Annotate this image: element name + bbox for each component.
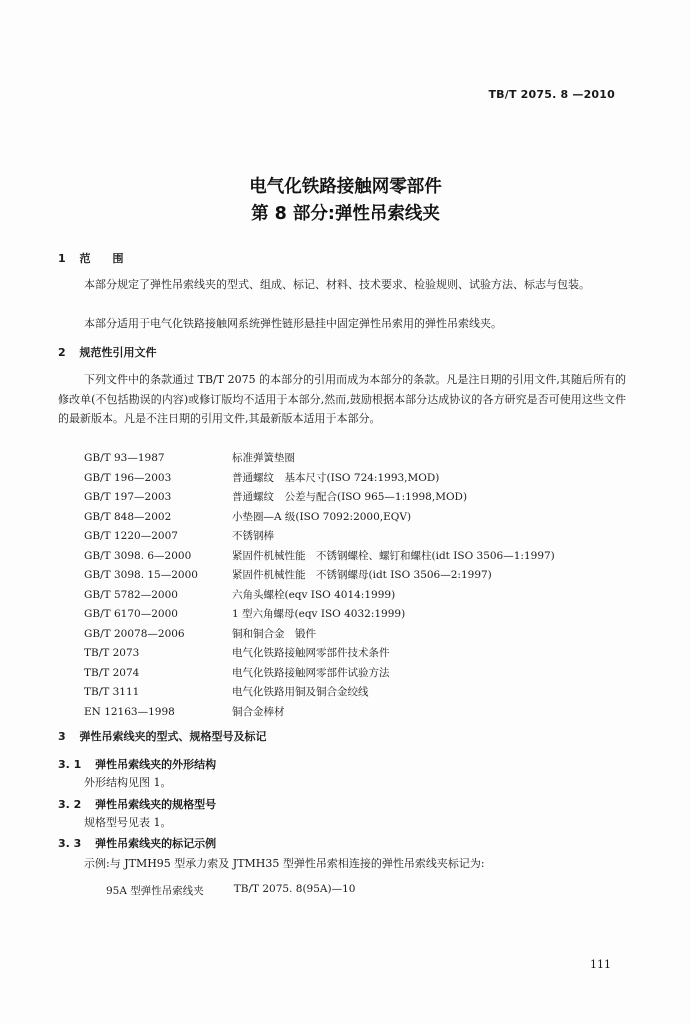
section-3-1-text: 外形结构见图 1。 [84,776,172,789]
marking-example-text: 示例:与 JTMH95 型承力索及 JTMH35 型弹性吊索相连接的弹性吊索线夹标记为: [84,857,485,870]
reference-title: 紧固件机械性能 不锈钢螺栓、螺钉和螺柱(idt ISO 3506—1:1997) [232,549,555,562]
section-number: 1 [58,252,66,265]
reference-title: 普通螺纹 基本尺寸(ISO 724:1993,MOD) [232,471,440,484]
reference-title: 小垫圈—A 级(ISO 7092:2000,EQV) [232,510,412,523]
section-3-1-heading [58,756,216,772]
section-1-paragraph-2: 本部分适用于电气化铁路接触网系统弹性链形悬挂中固定弹性吊索用的弹性吊索线夹。 [84,317,502,330]
section-3-heading [58,728,267,744]
reference-title: 普通螺纹 公差与配合(ISO 965—1:1998,MOD) [232,491,468,503]
standard-code: TB/T 2075. 8 —2010 [488,88,615,101]
reference-row [84,469,644,489]
section-3-2-text: 规格型号见表 1。 [84,816,172,829]
reference-code: GB/T 93—1987 [84,452,165,464]
reference-title: 标准弹簧垫圈 [232,452,295,464]
reference-code: TB/T 3111 [84,686,140,698]
reference-code: GB/T 848—2002 [84,510,172,523]
section-title: 弹性吊索线夹的型式、规格型号及标记 [79,730,267,743]
marking-example-line [106,883,355,898]
section-title: 弹性吊索线夹的标记示例 [95,837,217,850]
reference-title: 1 型六角螺母(eqv ISO 4032:1999) [232,608,406,620]
reference-title: 电气化铁路用铜及铜合金绞线 [232,686,369,698]
section-2-heading [58,344,157,360]
reference-row [84,644,644,664]
reference-code: GB/T 196—2003 [84,471,172,484]
reference-title: 电气化铁路接触网零部件技术条件 [232,647,390,659]
section-3-2-heading [58,796,216,812]
reference-title: 紧固件机械性能 不锈钢螺母(idt ISO 3506—2:1997) [232,569,492,581]
section-1-heading [58,250,124,266]
section-1-paragraph-1: 本部分规定了弹性吊索线夹的型式、组成、标记、材料、技术要求、检验规则、试验方法、标志与包装。 [84,278,590,291]
reference-title: 六角头螺栓(eqv ISO 4014:1999) [232,588,396,601]
reference-row [84,508,644,528]
reference-code: GB/T 5782—2000 [84,588,178,601]
example-marking-code: TB/T 2075. 8(95A)—10 [233,883,356,895]
example-product-name: 95A 型弹性吊索线夹 [106,885,204,897]
reference-row [84,664,644,684]
reference-row [84,488,644,508]
reference-title: 铜合金棒材 [232,705,285,718]
section-number: 3. 2 [58,798,82,811]
reference-row [84,625,644,645]
section-number: 3. 3 [58,837,82,850]
section-2-paragraph: 下列文件中的条款通过 TB/T 2075 的本部分的引用而成为本部分的条款。凡是注日期的引用文件,其随后所有的修改单(不包括勘误的内容)或修订版均不适用于本部分,然而,鼓励根据本部分达成协议的各方研究是否可使用这些文件的最新版本。凡是不注日期的引用文件,其最新版本适用于本部分。 [58,373,626,425]
document-title [0,174,691,228]
reference-row [84,605,644,625]
reference-code: GB/T 20078—2006 [84,627,185,640]
title-line-1: 电气化铁路接触网零部件 [249,177,442,197]
section-number: 3 [58,730,66,743]
section-number: 3. 1 [58,758,82,771]
reference-row [84,547,644,567]
normative-references-list [84,449,644,722]
reference-code: GB/T 3098. 15—2000 [84,569,198,581]
reference-code: TB/T 2073 [84,647,140,659]
section-3-3-heading [58,835,216,851]
reference-title: 电气化铁路接触网零部件试验方法 [232,666,390,679]
reference-row [84,527,644,547]
reference-row [84,566,644,586]
section-title: 弹性吊索线夹的外形结构 [95,758,217,771]
reference-code: GB/T 3098. 6—2000 [84,549,192,562]
reference-title: 不锈钢棒 [232,530,274,542]
section-title: 范 围 [79,252,124,265]
reference-code: GB/T 197—2003 [84,491,172,503]
reference-row [84,683,644,703]
reference-row [84,586,644,606]
section-title: 弹性吊索线夹的规格型号 [95,798,217,811]
reference-row [84,703,644,723]
reference-code: EN 12163—1998 [84,705,175,718]
title-line-2: 第 8 部分:弹性吊索线夹 [251,204,440,224]
page-number: 111 [590,958,611,971]
reference-row [84,449,644,469]
section-title: 规范性引用文件 [79,346,157,359]
reference-code: GB/T 1220—2007 [84,530,178,542]
reference-title: 铜和铜合金 锻件 [232,627,316,640]
section-number: 2 [58,346,66,359]
reference-code: TB/T 2074 [84,666,140,679]
reference-code: GB/T 6170—2000 [84,608,178,620]
